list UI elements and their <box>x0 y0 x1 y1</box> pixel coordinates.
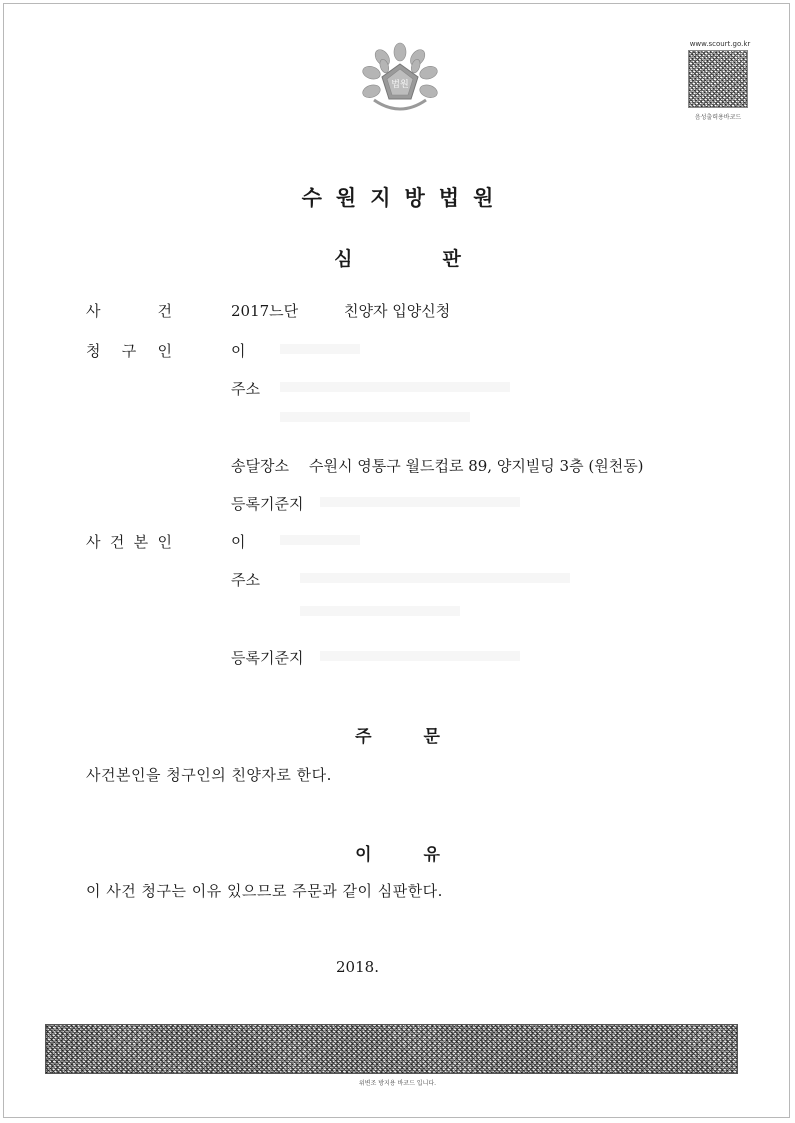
document-title-char: 판 <box>442 248 461 270</box>
reason-heading: 이 유 <box>355 845 440 865</box>
petitioner-delivery-label: 송달장소 <box>231 457 289 475</box>
subject-label: 사 건 본 인 <box>86 533 172 551</box>
judgment-date: 2018. <box>336 958 379 976</box>
petitioner-label: 청 구 인 <box>86 342 172 360</box>
qr-caption: 음성출력용바코드 <box>694 114 742 121</box>
subject-registry-label: 등록기준지 <box>231 649 304 667</box>
document-title-char: 심 <box>334 248 353 270</box>
site-url: www.scourt.go.kr <box>689 40 751 48</box>
redacted-area <box>300 573 570 583</box>
court-name: 수원지방법원 <box>301 186 508 210</box>
petitioner-registry-label: 등록기준지 <box>231 495 304 513</box>
reason-text: 이 사건 청구는 이유 있으므로 주문과 같이 심판한다. <box>86 882 443 900</box>
redacted-area <box>280 344 360 354</box>
case-number: 2017느단 <box>231 302 299 320</box>
petitioner-address-label: 주소 <box>231 380 260 398</box>
qr-code <box>688 50 748 108</box>
case-title: 친양자 입양신청 <box>344 302 451 320</box>
page-border <box>3 3 790 1118</box>
redacted-area <box>320 651 520 661</box>
order-heading: 주 문 <box>355 727 440 747</box>
barcode-caption: 위변조 방지용 바코드 입니다. <box>358 1080 437 1087</box>
redacted-area <box>280 412 470 422</box>
petitioner-delivery-address: 수원시 영통구 월드컵로 89, 양지빌딩 3층 (원천동) <box>309 457 644 475</box>
document-title <box>0 244 795 271</box>
emblem-text: 법원 <box>391 80 409 90</box>
redacted-area <box>280 382 510 392</box>
court-emblem-icon <box>360 42 440 120</box>
redacted-area <box>300 606 460 616</box>
subject-address-label: 주소 <box>231 571 260 589</box>
redacted-area <box>320 497 520 507</box>
redacted-area <box>280 535 360 545</box>
subject-name: 이 <box>231 533 246 551</box>
petitioner-name: 이 <box>231 342 246 360</box>
order-text: 사건본인을 청구인의 친양자로 한다. <box>86 766 332 784</box>
anti-forgery-barcode <box>45 1024 738 1074</box>
case-label: 사 건 <box>86 302 172 320</box>
